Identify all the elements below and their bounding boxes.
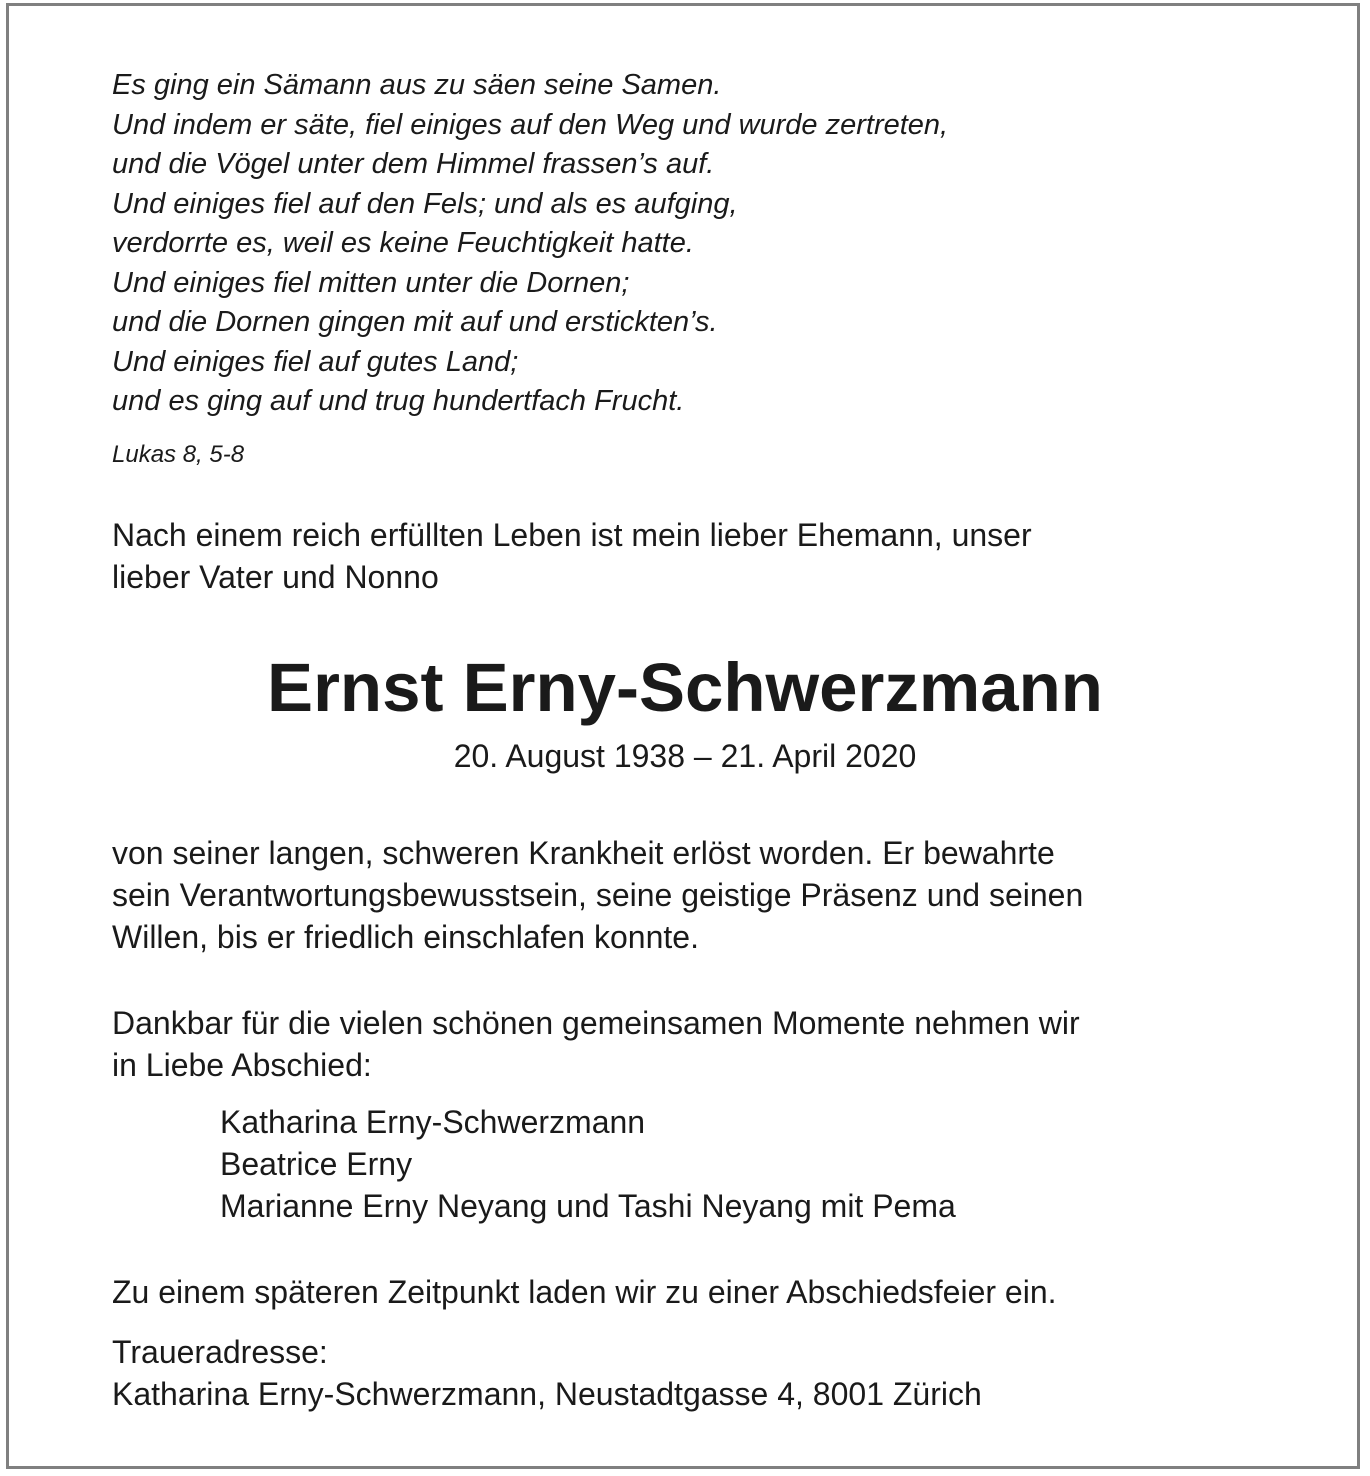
life-dates: 20. August 1938 – 21. April 2020 — [453, 738, 917, 774]
thanks-line: in Liebe Abschied: — [112, 1047, 372, 1083]
invitation-line: Zu einem späteren Zeitpunkt laden wir zu einer Abschiedsfeier ein. — [112, 1274, 1057, 1310]
mourner-name: Marianne Erny Neyang und Tashi Neyang mit Pema — [220, 1188, 956, 1224]
bible-verse — [112, 66, 948, 422]
verse-line: und die Dornen gingen mit auf und erstickten’s. — [112, 306, 718, 338]
release-line: Willen, bis er friedlich einschlafen konnte. — [112, 919, 699, 955]
thanks-text — [112, 1002, 1080, 1086]
intro-line: lieber Vater und Nonno — [112, 559, 439, 595]
verse-line: und es ging auf und trug hundertfach Frucht. — [112, 385, 685, 417]
mourner-name: Beatrice Erny — [220, 1146, 413, 1182]
mourning-address — [112, 1331, 982, 1415]
release-text — [112, 832, 1083, 958]
invitation-text — [112, 1271, 1057, 1313]
release-line: von seiner langen, schweren Krankheit erlöst worden. Er bewahrte — [112, 835, 1055, 871]
mourners-list — [220, 1101, 956, 1227]
address-label: Traueradresse: — [112, 1334, 328, 1370]
address-value: Katharina Erny-Schwerzmann, Neustadtgasse 4, 8001 Zürich — [112, 1376, 982, 1412]
release-line: sein Verantwortungsbewusstsein, seine geistige Präsenz und seinen — [112, 877, 1084, 913]
verse-line: und die Vögel unter dem Himmel frassen’s auf. — [112, 148, 715, 180]
verse-line: Und einiges fiel auf gutes Land; — [112, 345, 519, 378]
verse-line: Und einiges fiel auf den Fels; und als es aufging, — [112, 187, 738, 220]
verse-line: Und indem er säte, fiel einiges auf den Weg und wurde zertreten, — [112, 108, 949, 141]
verse-line: Es ging ein Sämann aus zu säen seine Samen. — [112, 69, 722, 101]
verse-line: verdorrte es, weil es keine Feuchtigkeit hatte. — [112, 227, 694, 259]
verse-source: Lukas 8, 5-8 — [112, 441, 245, 468]
deceased-name: Ernst Erny-Schwerzmann — [267, 649, 1103, 726]
intro-line: Nach einem reich erfüllten Leben ist mein lieber Ehemann, unser — [112, 517, 1032, 553]
verse-line: Und einiges fiel mitten unter die Dornen; — [112, 266, 630, 299]
thanks-line: Dankbar für die vielen schönen gemeinsamen Momente nehmen wir — [112, 1005, 1080, 1041]
mourner-name: Katharina Erny-Schwerzmann — [220, 1104, 646, 1140]
intro-text — [112, 514, 1032, 598]
